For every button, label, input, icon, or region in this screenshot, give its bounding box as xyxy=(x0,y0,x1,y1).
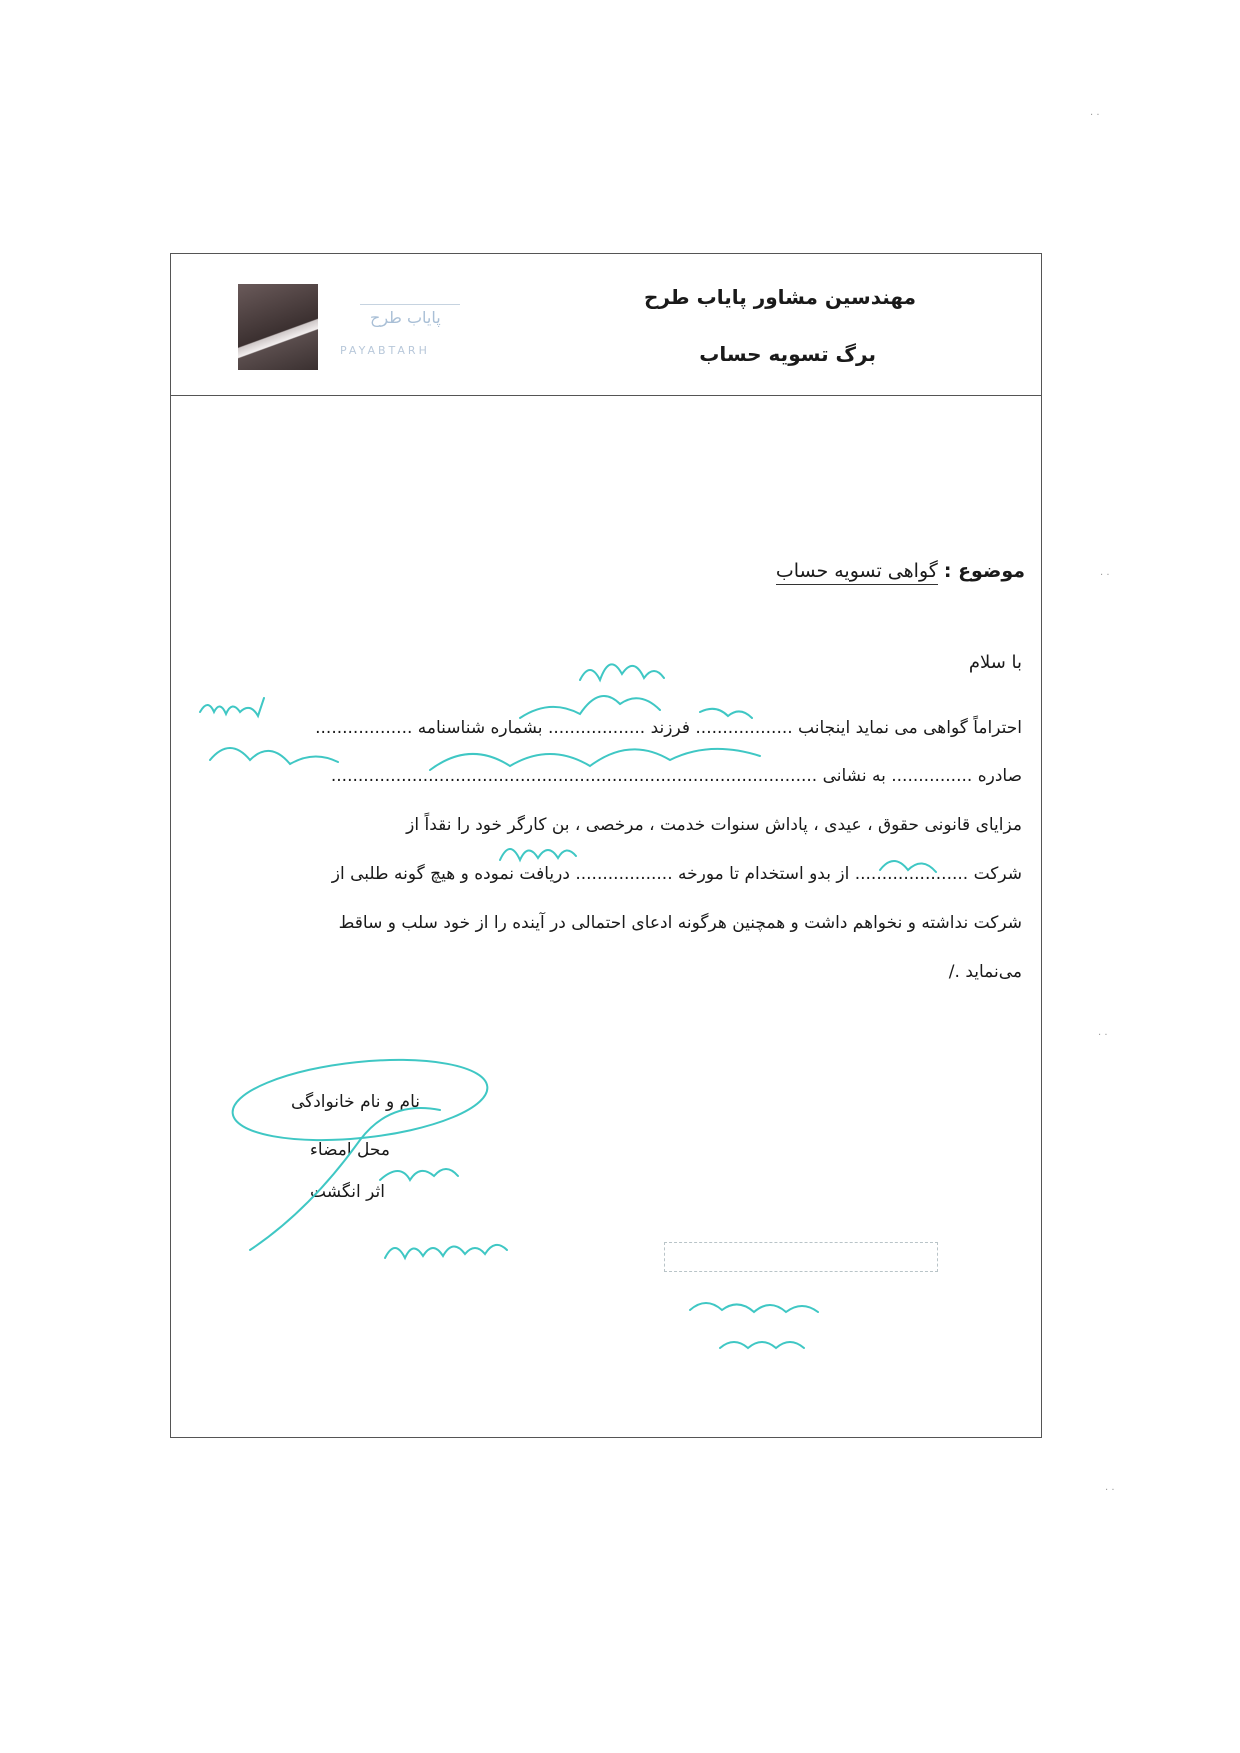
company-logo xyxy=(340,300,490,370)
logo-persian-text: پایاب طرح xyxy=(370,308,441,327)
logo-latin-text: PAYABTARH xyxy=(340,344,430,357)
subject-value: گواهی تسویه حساب xyxy=(776,560,938,585)
company-logo-image xyxy=(238,284,318,370)
body-line-2: صادره ............... به نشانی .......................................................................................... xyxy=(330,766,1022,786)
body-line-1: احتراماً گواهی می نماید اینجانب .................. فرزند .................. بشماره شناسنامه .................. xyxy=(315,718,1022,738)
scan-speck: · · xyxy=(1100,570,1110,581)
faint-stamp xyxy=(664,1242,938,1272)
scan-speck: · · xyxy=(1098,1030,1108,1041)
subject-label: موضوع : xyxy=(943,560,1025,582)
scan-speck: · · xyxy=(1105,1485,1115,1496)
form-title: برگ تسویه حساب xyxy=(699,342,876,366)
signature-name-label: نام و نام خانوادگی xyxy=(290,1092,420,1112)
body-line-4: شرکت ..................... از بدو استخدام تا مورخه .................. دریافت نموده و هیچ گونه طلبی از xyxy=(331,864,1022,884)
logo-divider xyxy=(360,304,460,305)
subject-line xyxy=(776,560,1025,582)
body-line-6: می‌نماید ./ xyxy=(948,962,1022,982)
signature-fingerprint-label: اثر انگشت xyxy=(310,1182,385,1202)
company-name: مهندسین مشاور پایاب طرح xyxy=(643,285,916,309)
body-line-3: مزایای قانونی حقوق ، عیدی ، پاداش سنوات خدمت ، مرخصی ، بن کارگر خود را نقداً از xyxy=(406,815,1022,835)
body-line-5: شرکت نداشته و نخواهم داشت و همچنین هرگونه ادعای احتمالی در آینده را از خود سلب و ساقط xyxy=(338,913,1022,933)
signature-sign-label: محل امضاء xyxy=(309,1140,390,1160)
header-divider xyxy=(170,395,1042,396)
greeting: با سلام xyxy=(968,652,1022,673)
scan-speck: · · xyxy=(1090,110,1100,121)
